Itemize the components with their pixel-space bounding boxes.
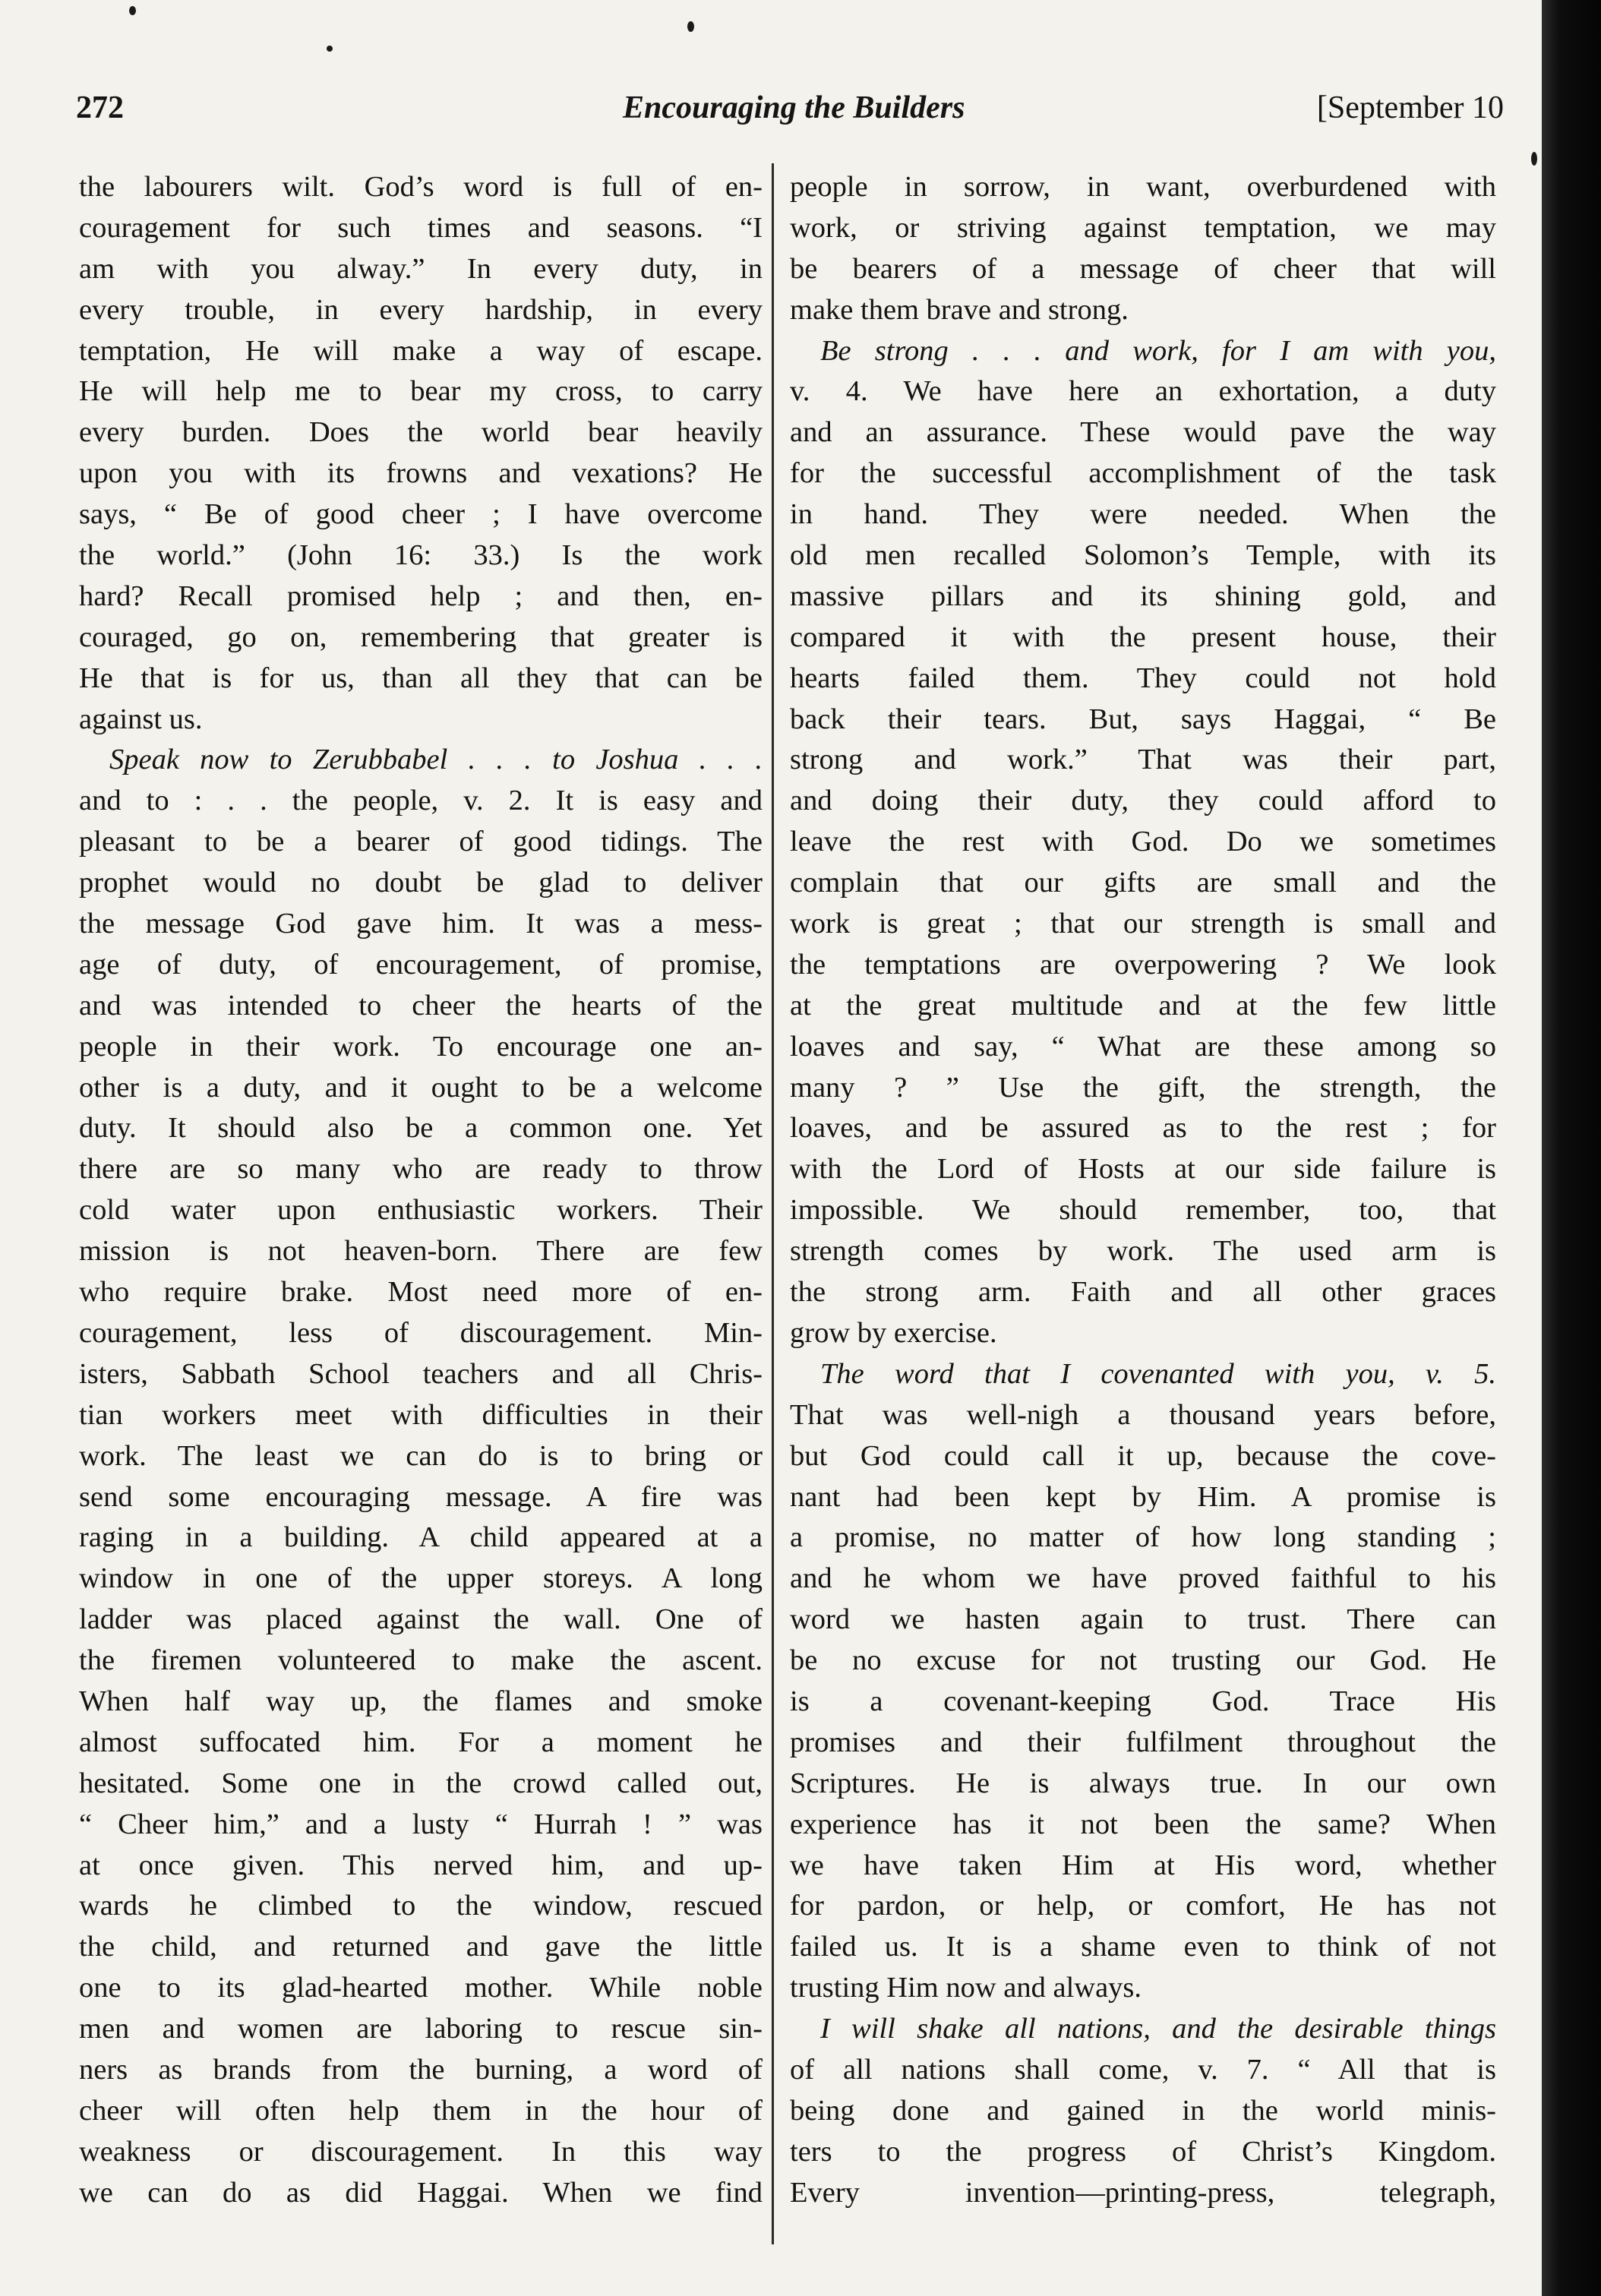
scan-speck [327,46,333,52]
text-line: couraged, go on, remembering that greater is [79,621,763,653]
text-line: raging in a building. A child appeared at a [79,1521,763,1554]
text-line: but God could call it up, because the cove- [790,1439,1496,1472]
text-line: and was intended to cheer the hearts of the [79,989,763,1022]
text-line: in hand. They were needed. When the [790,498,1496,531]
text-line: I will shake all nations, and the desirable things [820,2013,1496,2045]
text-line: almost suffocated him. For a moment he [79,1726,763,1758]
text-line: promises and their fulfilment throughout the [790,1726,1496,1758]
text-line: the labourers wilt. God’s word is full of en- [79,171,763,203]
text-line: there are so many who are ready to throw [79,1153,763,1186]
text-line: massive pillars and its shining gold, and [790,580,1496,612]
page-header [76,90,1504,143]
left-column [79,167,763,2214]
text-line: duty. It should also be a common one. Yet [79,1112,763,1145]
text-line: people in sorrow, in want, overburdened with [790,171,1496,203]
running-title: Encouraging the Builders [623,90,965,125]
text-line: loaves, and be assured as to the rest ; for [790,1112,1496,1145]
text-line: The word that I covenanted with you, v. 5. [820,1357,1496,1390]
text-line: trusting Him now and always. [790,1972,1142,2004]
text-line: for the successful accomplishment of the task [790,457,1496,490]
text-line: couragement for such times and seasons. “I [79,211,763,244]
page-binding-edge [1542,0,1601,2296]
text-line: am with you alway.” In every duty, in [79,252,763,285]
text-line: every burden. Does the world bear heavily [79,416,763,449]
text-line: at once given. This nerved him, and up- [79,1849,763,1881]
text-line: one to its glad-hearted mother. While noble [79,1972,763,2004]
text-line: ladder was placed against the wall. One of [79,1603,763,1636]
text-line: complain that our gifts are small and the [790,867,1496,899]
text-line: work is great ; that our strength is small and [790,908,1496,940]
text-line: other is a duty, and it ought to be a welcome [79,1071,763,1104]
text-line: the message God gave him. It was a mess- [79,908,763,940]
text-line: the strong arm. Faith and all other graces [790,1276,1496,1309]
text-line: many ? ” Use the gift, the strength, the [790,1071,1496,1104]
text-line: and doing their duty, they could afford to [790,785,1496,817]
text-line: nant had been kept by Him. A promise is [790,1480,1496,1513]
text-line: the world.” (John 16: 33.) Is the work [79,539,763,572]
text-line: hard? Recall promised help ; and then, en- [79,580,763,612]
text-line: isters, Sabbath School teachers and all Chris- [79,1357,763,1390]
text-line: ters to the progress of Christ’s Kingdom. [790,2135,1496,2168]
text-line: That was well-nigh a thousand years before, [790,1398,1496,1431]
text-line: v. 4. We have here an exhortation, a duty [790,375,1496,408]
text-line: hearts failed them. They could not hold [790,662,1496,694]
text-line: a promise, no matter of how long standing ; [790,1521,1496,1554]
text-line: work. The least we can do is to bring or [79,1439,763,1472]
text-line: He that is for us, than all they that can be [79,662,763,694]
text-line: window in one of the upper storeys. A long [79,1562,763,1595]
text-line: “ Cheer him,” and a lusty “ Hurrah ! ” was [79,1808,763,1840]
issue-date: [September 10 [1316,90,1504,125]
text-line: every trouble, in every hardship, in every [79,293,763,326]
text-line: couragement, less of discouragement. Min- [79,1316,763,1349]
text-line: Be strong . . . and work, for I am with you, [820,334,1496,367]
text-line: loaves and say, “ What are these among so [790,1030,1496,1063]
text-line: for pardon, or help, or comfort, He has not [790,1890,1496,1922]
text-line: and he whom we have proved faithful to his [790,1562,1496,1595]
text-line: experience has it not been the same? When [790,1808,1496,1840]
text-line: the firemen volunteered to make the ascent. [79,1644,763,1677]
text-line: compared it with the present house, their [790,621,1496,653]
text-line: weakness or discouragement. In this way [79,2135,763,2168]
text-line: says, “ Be of good cheer ; I have overcome [79,498,763,531]
text-line: age of duty, of encouragement, of promise, [79,948,763,981]
text-line: being done and gained in the world minis- [790,2094,1496,2127]
text-line: temptation, He will make a way of escape. [79,334,763,367]
text-line: impossible. We should remember, too, that [790,1194,1496,1227]
page-number: 272 [76,90,124,125]
text-line: back their tears. But, says Haggai, “ Be [790,703,1496,735]
text-line: When half way up, the flames and smoke [79,1685,763,1717]
text-line: leave the rest with God. Do we sometimes [790,826,1496,858]
text-line: Scriptures. He is always true. In our own [790,1767,1496,1799]
text-line: tian workers meet with difficulties in their [79,1398,763,1431]
text-line: men and women are laboring to rescue sin- [79,2013,763,2045]
text-line: send some encouraging message. A fire was [79,1480,763,1513]
text-line: upon you with its frowns and vexations? He [79,457,763,490]
text-line: with the Lord of Hosts at our side failure is [790,1153,1496,1186]
text-line: is a covenant-keeping God. Trace His [790,1685,1496,1717]
text-line: make them brave and strong. [790,293,1129,326]
text-line: and to : . . the people, v. 2. It is easy and [79,785,763,817]
text-line: who require brake. Most need more of en- [79,1276,763,1309]
text-line: failed us. It is a shame even to think of not [790,1931,1496,1963]
text-line: at the great multitude and at the few little [790,989,1496,1022]
scan-speck [129,6,136,15]
right-column [790,167,1496,2214]
text-line: strength comes by work. The used arm is [790,1235,1496,1268]
text-line: grow by exercise. [790,1316,997,1349]
text-line: old men recalled Solomon’s Temple, with its [790,539,1496,572]
text-line: strong and work.” That was their part, [790,744,1496,776]
text-line: of all nations shall come, v. 7. “ All that is [790,2053,1496,2086]
text-line: He will help me to bear my cross, to carry [79,375,763,408]
text-line: the child, and returned and gave the little [79,1931,763,1963]
text-line: ners as brands from the burning, a word of [79,2053,763,2086]
text-line: the temptations are overpowering ? We look [790,948,1496,981]
text-line: hesitated. Some one in the crowd called out, [79,1767,763,1799]
column-divider [772,163,774,2244]
text-line: word we hasten again to trust. There can [790,1603,1496,1636]
text-line: wards he climbed to the window, rescued [79,1890,763,1922]
scan-speck [687,21,694,32]
text-line: we can do as did Haggai. When we find [79,2176,763,2209]
scan-speck [1531,152,1537,166]
text-line: be no excuse for not trusting our God. He [790,1644,1496,1677]
text-line: mission is not heaven-born. There are few [79,1235,763,1268]
text-line: cheer will often help them in the hour of [79,2094,763,2127]
text-line: cold water upon enthusiastic workers. Their [79,1194,763,1227]
text-line: Every invention—printing-press, telegraph, [790,2176,1496,2209]
text-line: pleasant to be a bearer of good tidings. The [79,826,763,858]
text-line: people in their work. To encourage one an- [79,1030,763,1063]
text-line: and an assurance. These would pave the way [790,416,1496,449]
text-line: prophet would no doubt be glad to deliver [79,867,763,899]
text-line: Speak now to Zerubbabel . . . to Joshua . . . [109,744,763,776]
text-line: be bearers of a message of cheer that will [790,252,1496,285]
text-line: against us. [79,703,203,735]
text-line: we have taken Him at His word, whether [790,1849,1496,1881]
text-line: work, or striving against temptation, we may [790,211,1496,244]
